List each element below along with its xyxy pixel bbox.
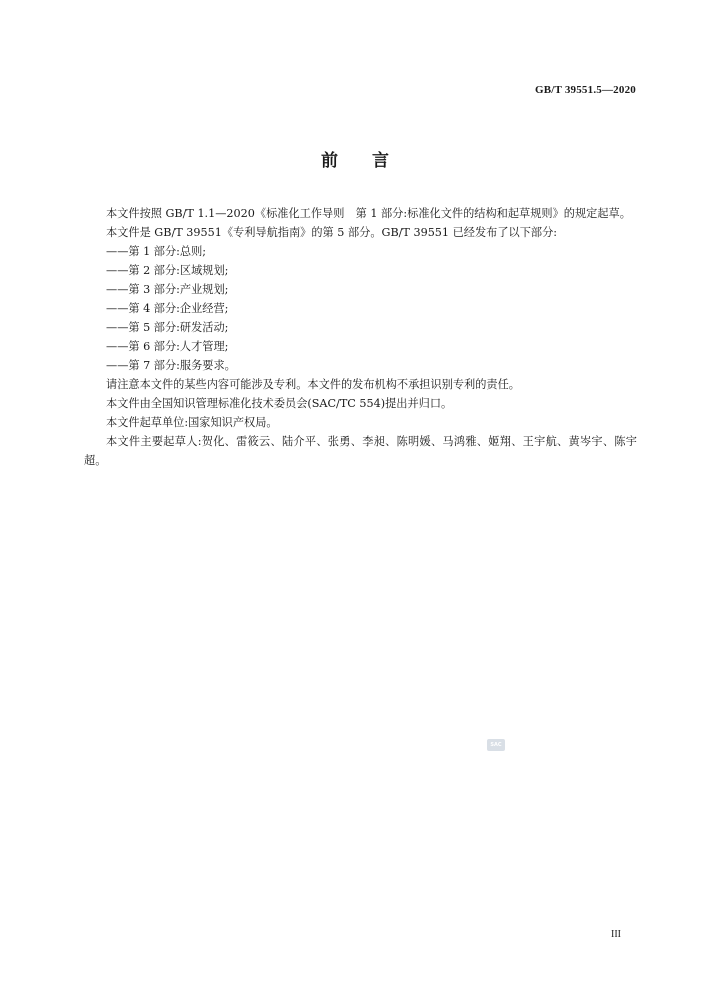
part-list-item: ——第 4 部分:企业经营; (106, 302, 229, 315)
part-list-item: ——第 7 部分:服务要求。 (106, 359, 236, 372)
part-list-item: ——第 6 部分:人才管理; (106, 340, 229, 353)
paragraph-proposer: 本文件由全国知识管理标准化技术委员会(SAC/TC 554)提出并归口。 (106, 397, 453, 410)
title-char-1: 前 (321, 151, 338, 171)
paragraph-drafters: 本文件主要起草人:贺化、雷筱云、陆介平、张勇、李昶、陈明媛、马鸿雅、姬翔、王宇航、黄岑宇、陈宇超。 (84, 435, 637, 467)
part-list-item: ——第 3 部分:产业规划; (106, 283, 229, 296)
paragraph-patent-notice: 请注意本文件的某些内容可能涉及专利。本文件的发布机构不承担识别专利的责任。 (106, 378, 520, 391)
sac-watermark-logo: SAC (487, 739, 505, 751)
part-list-item: ——第 5 部分:研发活动; (106, 321, 229, 334)
paragraph-drafting-unit: 本文件起草单位:国家知识产权局。 (106, 416, 278, 429)
title-char-2: 言 (372, 151, 389, 171)
paragraph-series-intro: 本文件是 GB/T 39551《专利导航指南》的第 5 部分。GB/T 39551 已经发布了以下部分: (106, 226, 558, 239)
page-title (0, 146, 710, 171)
standard-number: GB/T 39551.5—2020 (535, 84, 636, 96)
page-number: III (611, 929, 621, 940)
foreword-body (84, 204, 637, 470)
part-list-item: ——第 2 部分:区域规划; (106, 264, 229, 277)
paragraph-drafting-rules: 本文件按照 GB/T 1.1—2020《标准化工作导则 第 1 部分:标准化文件的结构和起草规则》的规定起草。 (106, 207, 631, 220)
part-list-item: ——第 1 部分:总则; (106, 245, 207, 258)
